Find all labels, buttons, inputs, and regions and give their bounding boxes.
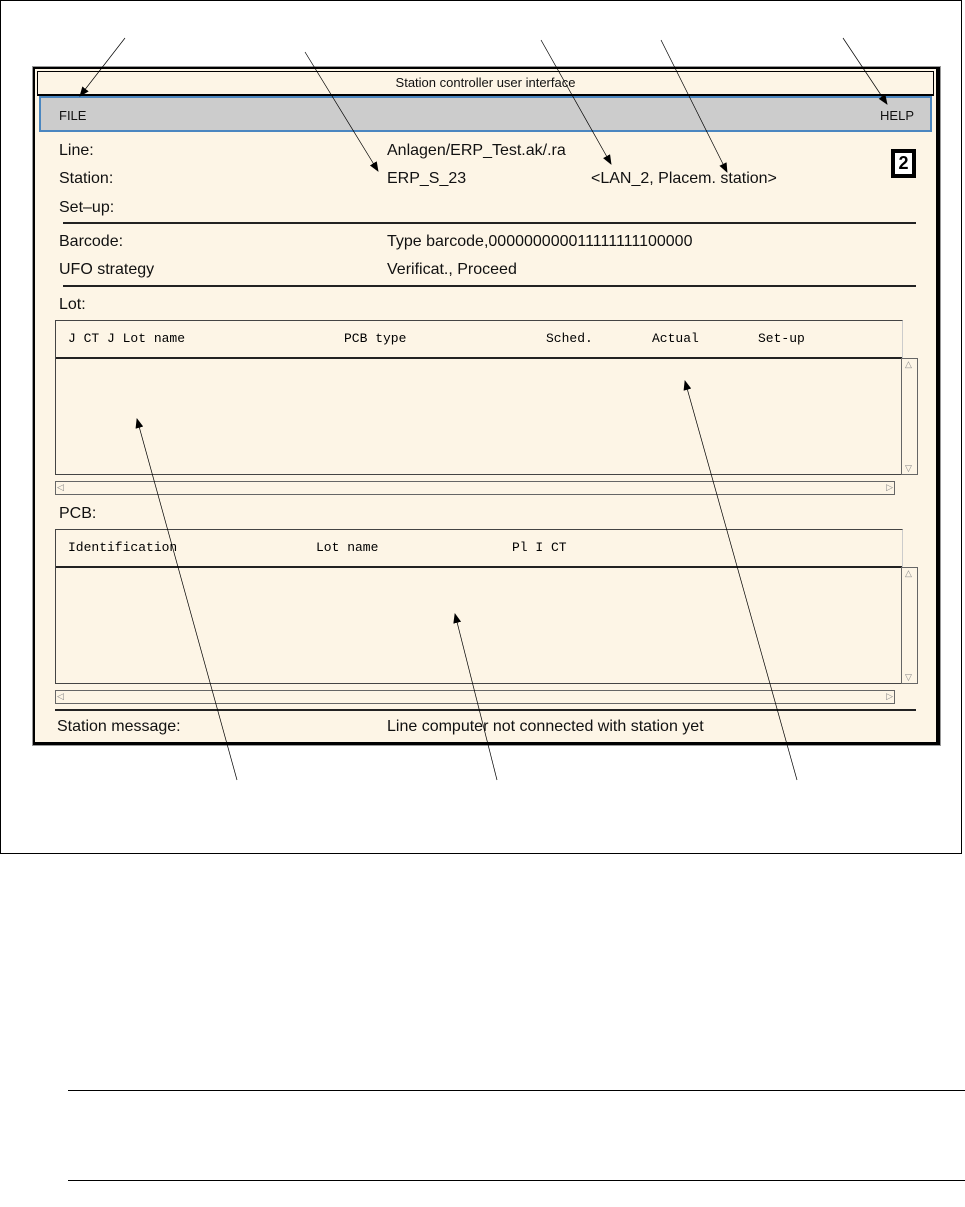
station-message-value: Line computer not connected with station yet <box>387 718 704 735</box>
line-label: Line: <box>59 142 94 159</box>
page-rule <box>68 1090 965 1091</box>
arrow-station-info <box>661 40 727 172</box>
col-pl-i-ct[interactable]: Pl I CT <box>512 540 567 555</box>
station-value: ERP_S_23 <box>387 170 467 187</box>
arrow-line <box>541 40 611 164</box>
col-setup[interactable]: Set-up <box>758 331 805 346</box>
arrow-help <box>843 38 887 104</box>
station-label: Station: <box>59 170 114 187</box>
col-sched[interactable]: Sched. <box>546 331 593 346</box>
menu-file[interactable]: FILE <box>59 108 87 123</box>
ufo-strategy-value: Verificat., Proceed <box>387 261 517 278</box>
col-actual[interactable]: Actual <box>652 331 699 346</box>
arrow-lot-actual <box>685 381 797 780</box>
ufo-strategy-label: UFO strategy <box>59 261 155 278</box>
window-title: Station controller user interface <box>37 71 934 96</box>
col-lot-name[interactable]: Lot name <box>316 540 379 555</box>
arrow-lot-table <box>137 419 237 780</box>
setup-label: Set–up: <box>59 199 115 216</box>
station-message-label: Station message: <box>57 718 181 735</box>
page-rule <box>68 1180 965 1181</box>
col-identification[interactable]: Identification <box>68 540 178 555</box>
arrow-pcb-table <box>455 614 497 780</box>
scroll-down-icon[interactable]: ▽ <box>905 672 912 682</box>
scroll-right-icon[interactable]: ▷ <box>886 691 893 701</box>
scroll-right-icon[interactable]: ▷ <box>886 482 893 492</box>
line-value: Anlagen/ERP_Test.ak/.ra <box>387 142 566 159</box>
arrow-file <box>80 38 125 96</box>
scroll-down-icon[interactable]: ▽ <box>905 463 912 473</box>
pcb-label: PCB: <box>59 505 97 522</box>
scroll-up-icon[interactable]: △ <box>905 359 912 369</box>
col-pcb-type[interactable]: PCB type <box>344 331 407 346</box>
menu-help[interactable]: HELP <box>880 108 914 123</box>
scroll-up-icon[interactable]: △ <box>905 568 912 578</box>
scroll-left-icon[interactable]: ◁ <box>57 691 64 701</box>
barcode-label: Barcode: <box>59 233 124 250</box>
lot-label: Lot: <box>59 296 86 313</box>
callout-badge: 2 <box>891 149 916 178</box>
arrow-station <box>305 52 378 171</box>
scroll-left-icon[interactable]: ◁ <box>57 482 64 492</box>
barcode-value: Type barcode,000000000011111111100000 <box>387 233 693 250</box>
col-lot-name[interactable]: J CT J Lot name <box>68 331 186 346</box>
station-info: <LAN_2, Placem. station> <box>591 170 777 187</box>
